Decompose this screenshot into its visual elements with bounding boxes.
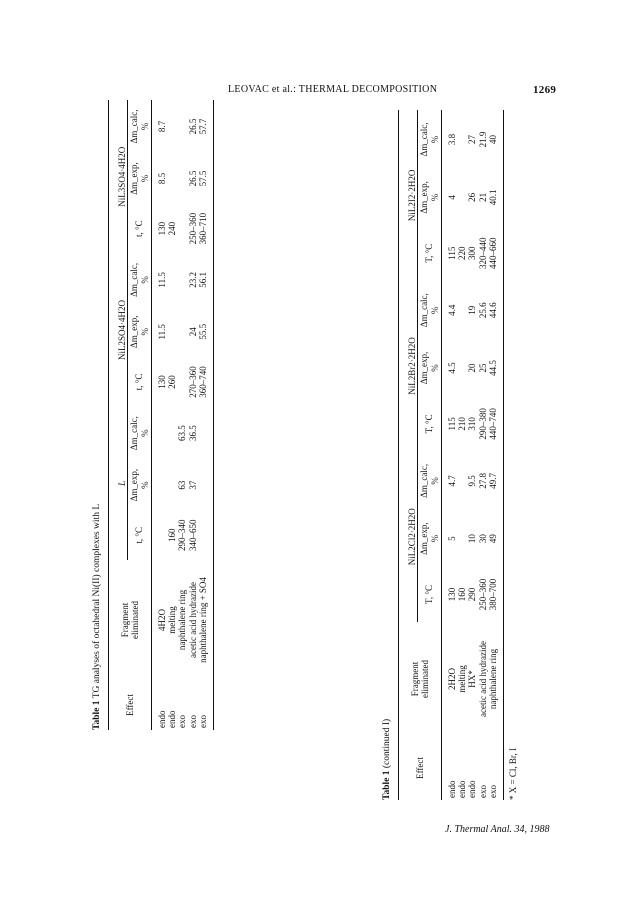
cell-value: 270–360 <box>187 366 198 398</box>
table-row <box>488 110 504 800</box>
cell-value: 25.6 <box>477 302 488 319</box>
table-row <box>478 110 488 800</box>
group-l: L <box>109 407 128 560</box>
cell-value: 63 <box>177 480 188 490</box>
cell-value: 300 <box>467 246 478 260</box>
sub-calc: Δm_calc, % <box>129 109 150 144</box>
cell-fragment: melting <box>457 665 468 693</box>
col-effect: Effect <box>399 736 442 800</box>
cell-value <box>167 100 177 153</box>
group-nil2i2: NiL2I2·2H2O <box>399 110 418 281</box>
cell-value: 30 <box>477 534 488 544</box>
cell-value: 440–740 <box>488 408 499 440</box>
cell-value: 63.5 <box>177 425 188 442</box>
cell-value: 20 <box>467 363 478 373</box>
cell-value <box>167 153 177 204</box>
cell-value: 4.4 <box>446 304 457 316</box>
cell-value: 260 <box>167 375 178 389</box>
cell-value: 40 <box>488 135 499 145</box>
table-1-caption: Table 1 TG analyses of octahedral Ni(II) complexes with L <box>92 503 102 730</box>
cell-effect: exo <box>187 715 198 728</box>
cell-value: 130 <box>156 375 167 389</box>
cell-effect: exo <box>477 785 488 798</box>
table-1-continued-caption: Table 1 (continued I) <box>382 718 392 800</box>
cell-value: 220 <box>457 246 468 260</box>
cell-value: 240 <box>167 221 178 236</box>
sub-t: t, °C <box>134 526 145 544</box>
cell-value: 440–660 <box>488 237 499 269</box>
cell-value <box>198 407 214 460</box>
cell-effect: endo <box>457 780 468 798</box>
cell-value <box>167 460 177 511</box>
cell-value <box>151 511 167 560</box>
cell-fragment: acetic acid hydrazide <box>187 582 198 658</box>
table-row <box>167 100 177 730</box>
sub-t: T, °C <box>424 414 435 434</box>
cell-value: 21 <box>477 192 488 202</box>
sub-exp: Δm_exp, % <box>419 522 440 555</box>
cell-value: 290–340 <box>177 519 188 552</box>
cell-value: 360–740 <box>198 366 209 398</box>
cell-value: 55.5 <box>198 323 209 340</box>
cell-value <box>457 340 467 397</box>
cell-fragment: HX* <box>467 670 478 688</box>
table-row <box>188 100 198 730</box>
cell-value: 37 <box>187 480 198 490</box>
cell-value: 290 <box>467 587 478 602</box>
cell-value: 360–710 <box>198 212 209 245</box>
cell-value: 19 <box>467 305 478 315</box>
sub-exp: Δm_exp, % <box>419 181 440 214</box>
cell-value <box>167 253 177 306</box>
cell-value <box>177 153 187 204</box>
cell-value: 27 <box>467 135 478 145</box>
cell-value <box>151 407 167 460</box>
cell-value: 26.5 <box>187 118 198 135</box>
table-row <box>467 110 477 800</box>
cell-fragment: 4H2O <box>156 609 167 631</box>
sub-calc: Δm_calc, % <box>419 122 440 157</box>
cell-value: 8.7 <box>156 120 167 133</box>
cell-value: 21.9 <box>477 131 488 148</box>
table-1-continued <box>382 110 518 800</box>
sub-calc: Δm_calc, % <box>129 416 150 451</box>
cell-value <box>177 253 187 306</box>
journal-footer: J. Thermal Anal. 34, 1988 <box>445 824 550 835</box>
cell-value <box>457 451 467 510</box>
cell-value: 4 <box>446 195 457 200</box>
cell-value: 310 <box>467 417 478 431</box>
cell-value <box>167 306 177 357</box>
cell-effect: endo <box>167 710 178 728</box>
cell-value <box>177 357 187 406</box>
sub-t: t, °C <box>134 373 145 391</box>
cell-value <box>457 510 467 567</box>
cell-value: 250–360 <box>187 212 198 245</box>
cell-effect: endo <box>156 710 167 728</box>
table-row <box>441 110 457 800</box>
cell-value: 4.7 <box>446 475 457 487</box>
table-1 <box>92 100 214 730</box>
cell-value: 130 <box>156 221 167 236</box>
cell-value: 26 <box>467 192 478 202</box>
cell-value: 25 <box>477 363 488 373</box>
cell-value: 26.5 <box>187 170 198 187</box>
cell-value <box>167 407 177 460</box>
sub-exp: Δm_exp, % <box>129 468 150 502</box>
cell-value: 380–700 <box>488 578 499 611</box>
cell-value <box>198 460 214 511</box>
group-nil2br2: NiL2Br2·2H2O <box>399 281 418 452</box>
cell-value: 340–650 <box>187 519 198 552</box>
cell-value: 8.5 <box>156 172 167 185</box>
cell-value <box>151 460 167 511</box>
cell-value: 115 <box>446 417 457 431</box>
cell-fragment: naphthalene ring <box>488 648 499 710</box>
table-row <box>177 100 187 730</box>
cell-value: 44.5 <box>488 360 499 376</box>
cell-value: 27.8 <box>477 472 488 489</box>
running-head: LEOVAC et al.: THERMAL DECOMPOSITION <box>228 84 438 95</box>
cell-value: 49 <box>488 534 499 544</box>
cell-value: 290–380 <box>477 408 488 440</box>
sub-calc: Δm_calc, % <box>419 463 440 498</box>
cell-value: 40.1 <box>488 189 499 206</box>
cell-value <box>177 306 187 357</box>
cell-fragment: naphthalene ring + SO4 <box>198 577 209 663</box>
cell-value: 115 <box>446 246 457 260</box>
cell-value <box>457 110 467 169</box>
cell-fragment: melting <box>167 606 178 634</box>
cell-value <box>457 169 467 226</box>
cell-effect: exo <box>177 715 188 728</box>
sub-t: t, °C <box>134 220 145 237</box>
cell-value: 4.5 <box>446 362 457 374</box>
group-nil2cl2: NiL2Cl2·2H2O <box>399 451 418 622</box>
sub-exp: Δm_exp, % <box>129 162 150 195</box>
cell-value: 57.5 <box>198 170 209 187</box>
cell-effect: endo <box>467 780 478 798</box>
cell-value <box>177 204 187 253</box>
sub-exp: Δm_exp, % <box>419 351 440 385</box>
cell-fragment: naphthalene ring <box>177 589 188 651</box>
cell-value: 10 <box>467 534 478 544</box>
cell-value: 36.5 <box>187 425 198 442</box>
cell-value: 130 <box>446 587 457 602</box>
cell-value: 57.7 <box>198 118 209 135</box>
cell-value: 44.6 <box>488 302 499 319</box>
col-fragment: Fragment eliminated <box>109 560 152 680</box>
cell-value <box>198 511 214 560</box>
cell-value: 9.5 <box>467 475 478 487</box>
cell-fragment: 2H2O <box>446 668 457 690</box>
cell-value: 3.8 <box>446 133 457 146</box>
cell-value <box>177 100 187 153</box>
sub-calc: Δm_calc, % <box>419 293 440 328</box>
cell-value: 250–360 <box>477 578 488 611</box>
table-row <box>457 110 467 800</box>
cell-value <box>457 281 467 340</box>
cell-value: 160 <box>167 528 178 543</box>
table-footnote: * X = Cl, Br, I <box>508 748 519 800</box>
table-row <box>198 100 214 730</box>
cell-value: 11.5 <box>156 324 167 340</box>
cell-value: 11.5 <box>156 272 167 288</box>
cell-value: 24 <box>187 327 198 337</box>
sub-calc: Δm_calc, % <box>129 262 150 297</box>
cell-value: 23.2 <box>187 271 198 288</box>
sub-t: T, °C <box>424 243 435 263</box>
sub-t: T, °C <box>424 585 435 604</box>
cell-value: 49.7 <box>488 472 499 489</box>
cell-effect: exo <box>488 785 499 798</box>
cell-value: 320–440 <box>477 237 488 269</box>
cell-value: 5 <box>446 536 457 541</box>
cell-value: 56.1 <box>198 271 209 288</box>
group-nil2so4: NiL2SO4·4H2O <box>109 253 128 406</box>
col-effect: Effect <box>109 680 152 730</box>
sub-exp: Δm_exp, % <box>129 315 150 349</box>
cell-effect: endo <box>446 780 457 798</box>
cell-fragment: acetic acid hydrazide <box>477 641 488 717</box>
col-fragment: Fragment eliminated <box>399 622 442 736</box>
cell-effect: exo <box>198 715 209 728</box>
table-row <box>151 100 167 730</box>
page-number: 1269 <box>533 84 557 96</box>
cell-value: 160 <box>457 587 468 602</box>
cell-value: 210 <box>457 417 468 431</box>
group-nil3so4: NiL3SO4·4H2O <box>109 100 128 253</box>
